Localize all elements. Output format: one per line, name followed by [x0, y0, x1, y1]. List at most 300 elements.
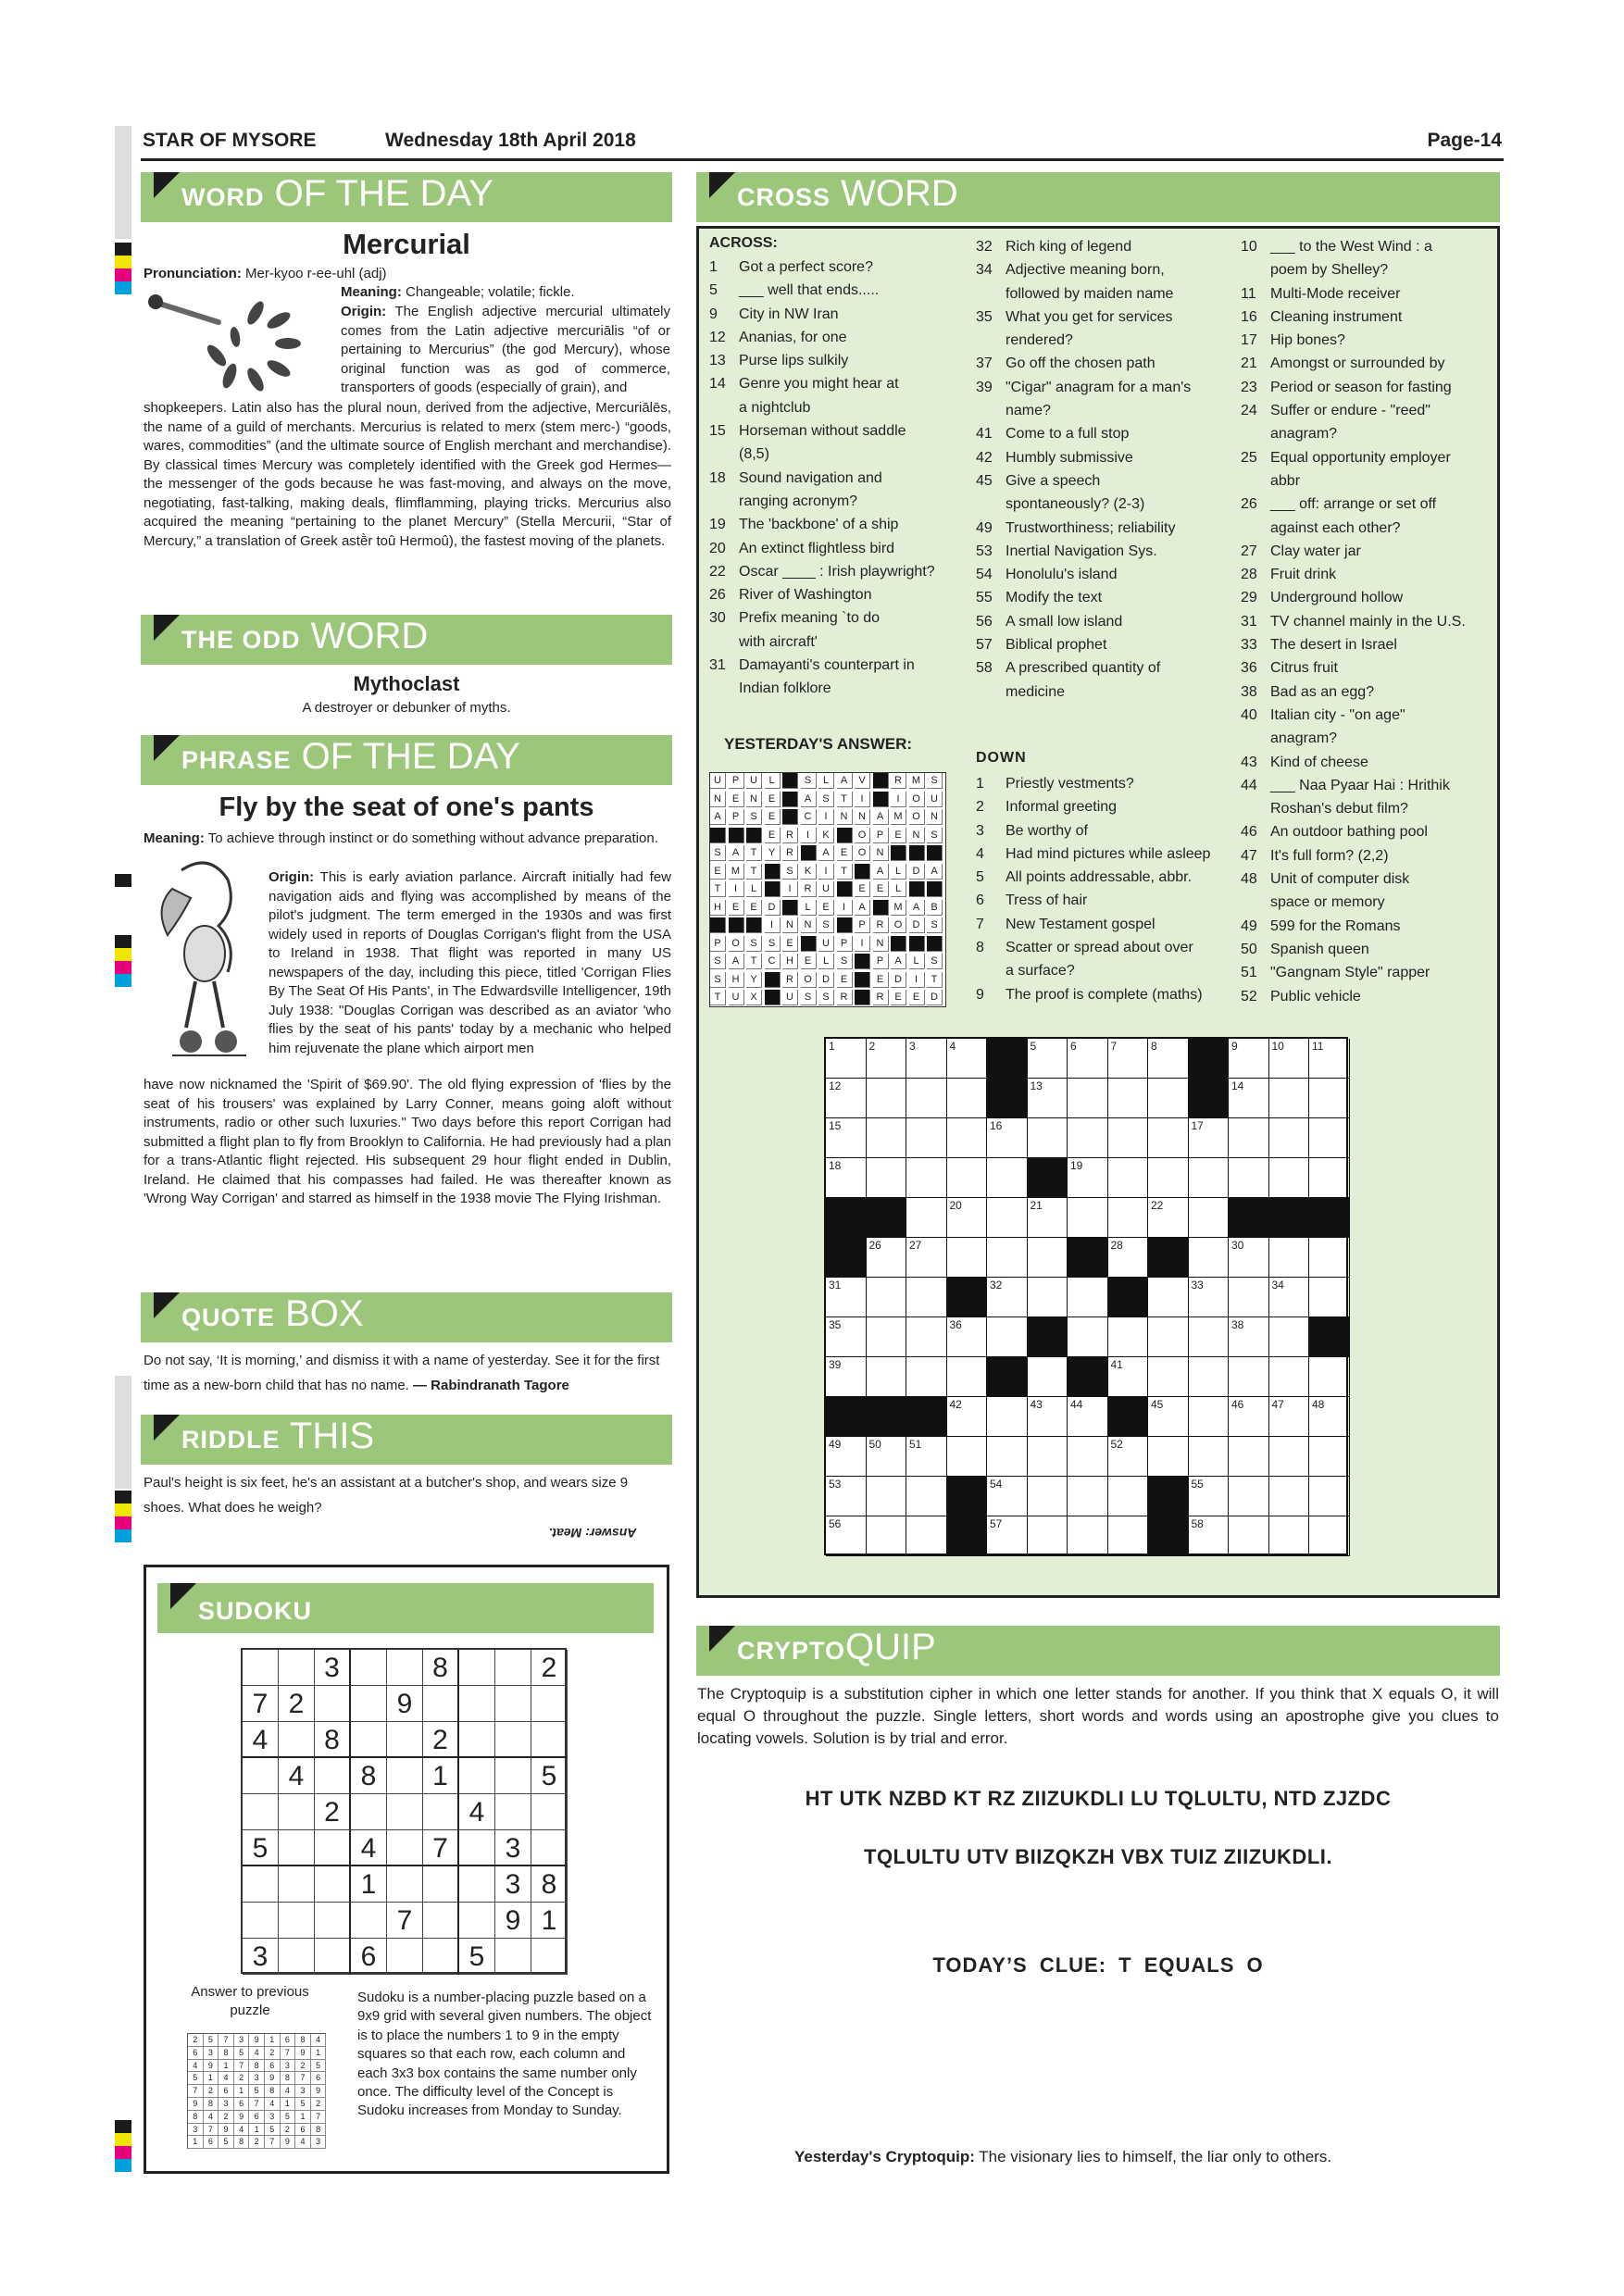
crossword-cell[interactable] [867, 1158, 907, 1198]
crossword-cell[interactable] [1189, 1357, 1230, 1397]
sudoku-cell[interactable]: 2 [279, 1686, 315, 1722]
crossword-cell[interactable] [826, 1278, 867, 1317]
crossword-cell[interactable] [1309, 1437, 1350, 1477]
sudoku-cell[interactable]: 7 [423, 1830, 459, 1866]
crossword-cell[interactable] [1028, 1118, 1068, 1158]
yesterday-cell: M [891, 809, 906, 825]
sudoku-cell[interactable] [459, 1903, 495, 1939]
crossword-cell[interactable] [1229, 1079, 1269, 1118]
crossword-cell[interactable] [1028, 1437, 1068, 1477]
crossword-cell[interactable] [906, 1357, 947, 1397]
sudoku-cell[interactable] [459, 1866, 495, 1903]
crossword-cell[interactable] [1108, 1238, 1149, 1278]
crossword-cell[interactable] [1269, 1118, 1310, 1158]
crossword-cell[interactable] [1269, 1079, 1310, 1118]
sudoku-cell[interactable]: 8 [531, 1866, 568, 1903]
crossword-cell[interactable] [1309, 1278, 1350, 1317]
crossword-cell [1028, 1158, 1068, 1198]
crossword-cell[interactable] [1189, 1238, 1230, 1278]
yesterday-cell: U [710, 773, 726, 789]
sudoku-cell[interactable] [459, 1650, 495, 1686]
yesterday-cell: E [765, 792, 781, 807]
crossword-cell[interactable] [1189, 1198, 1230, 1238]
sudoku-cell[interactable] [315, 1903, 351, 1939]
sudoku-cell[interactable]: 3 [495, 1866, 531, 1903]
yesterday-cell: P [855, 917, 870, 933]
sudoku-cell[interactable] [279, 1830, 315, 1866]
crossword-clue [709, 560, 959, 583]
sudoku-cell[interactable]: 1 [531, 1903, 568, 1939]
sudoku-cell[interactable] [351, 1650, 387, 1686]
cell-number: 42 [949, 1398, 962, 1411]
sudoku-cell[interactable]: 9 [495, 1903, 531, 1939]
crossword-cell[interactable] [1028, 1357, 1068, 1397]
crossword-cell[interactable] [1148, 1198, 1189, 1238]
sudoku-cell[interactable]: 7 [387, 1903, 423, 1939]
cell-number: 8 [1151, 1040, 1157, 1053]
crossword-cell[interactable] [1189, 1278, 1230, 1317]
crossword-cell[interactable] [987, 1198, 1028, 1238]
crossword-cell[interactable] [1068, 1158, 1108, 1198]
crossword-cell[interactable] [1068, 1397, 1108, 1437]
previous-sudoku-cell: 6 [204, 2136, 219, 2149]
sudoku-cell[interactable] [531, 1830, 568, 1866]
sudoku-cell[interactable] [279, 1866, 315, 1903]
previous-sudoku-cell: 2 [311, 2098, 327, 2111]
sudoku-cell[interactable] [459, 1758, 495, 1794]
crossword-cell[interactable] [867, 1238, 907, 1278]
crossword-cell[interactable] [1229, 1357, 1269, 1397]
sudoku-cell[interactable] [459, 1830, 495, 1866]
sudoku-cell[interactable] [495, 1794, 531, 1830]
crossword-cell[interactable] [867, 1039, 907, 1079]
previous-sudoku-cell: 4 [311, 2034, 327, 2047]
sudoku-cell[interactable]: 2 [531, 1650, 568, 1686]
sudoku-cell[interactable] [351, 1903, 387, 1939]
yesterday-cell: N [909, 828, 925, 843]
sudoku-cell[interactable] [531, 1722, 568, 1758]
sudoku-cell[interactable]: 5 [243, 1830, 279, 1866]
previous-sudoku-cell: 9 [249, 2034, 265, 2047]
clue-number: 29 [1241, 590, 1257, 606]
clue-text: a nightclub [739, 399, 811, 416]
crossword-clue [976, 235, 1226, 258]
crossword-cell[interactable] [1028, 1278, 1068, 1317]
crossword-cell[interactable] [1148, 1278, 1189, 1317]
sudoku-cell[interactable] [495, 1650, 531, 1686]
crossword-grid[interactable] [824, 1037, 1348, 1555]
sudoku-cell[interactable] [423, 1903, 459, 1939]
crossword-cell[interactable] [906, 1118, 947, 1158]
sudoku-cell[interactable] [243, 1758, 279, 1794]
sudoku-cell[interactable] [459, 1686, 495, 1722]
crossword-cell[interactable] [1148, 1118, 1189, 1158]
clue-text: Kind of cheese [1270, 754, 1368, 770]
sudoku-cell[interactable]: 4 [279, 1758, 315, 1794]
crossword-clue [1241, 820, 1491, 843]
crossword-cell[interactable] [1269, 1039, 1310, 1079]
crossword-cell[interactable] [1229, 1397, 1269, 1437]
sudoku-cell[interactable] [387, 1794, 423, 1830]
clue-number: 5 [976, 869, 984, 886]
sudoku-cell[interactable] [279, 1903, 315, 1939]
clue-number [976, 399, 1006, 422]
sudoku-cell[interactable]: 5 [531, 1758, 568, 1794]
yesterday-cell: N [710, 792, 726, 807]
down-clues-col2 [976, 772, 1235, 1006]
clue-number: 46 [1241, 824, 1257, 841]
clue-number: 38 [1241, 683, 1257, 700]
sudoku-cell[interactable] [495, 1722, 531, 1758]
sudoku-cell[interactable] [531, 1939, 568, 1975]
sudoku-cell[interactable]: 5 [459, 1939, 495, 1975]
crossword-cell[interactable] [1189, 1118, 1230, 1158]
sudoku-band [157, 1583, 654, 1633]
sudoku-cell[interactable] [315, 1939, 351, 1975]
yesterday-cell [729, 917, 744, 933]
crossword-cell[interactable] [1229, 1477, 1269, 1516]
sudoku-cell[interactable] [315, 1830, 351, 1866]
yesterday-cell: E [873, 881, 889, 897]
crossword-cell[interactable] [1229, 1238, 1269, 1278]
clue-number: 24 [1241, 403, 1257, 419]
crossword-cell[interactable] [867, 1477, 907, 1516]
crossword-cell[interactable] [987, 1158, 1028, 1198]
sudoku-cell[interactable] [423, 1939, 459, 1975]
sudoku-cell[interactable]: 3 [315, 1650, 351, 1686]
crossword-cell[interactable] [1309, 1158, 1350, 1198]
quote-body: Do not say, ‘It is morning,’ and dismiss it with a name of yesterday. See it for the first time as a new-born child that has no name. [144, 1353, 660, 1393]
crossword-cell[interactable] [906, 1477, 947, 1516]
crossword-cell[interactable] [1148, 1397, 1189, 1437]
crossword-cell[interactable] [1189, 1317, 1230, 1357]
crossword-cell[interactable] [1269, 1158, 1310, 1198]
crossword-cell[interactable] [1068, 1317, 1108, 1357]
crossword-cell[interactable] [947, 1158, 988, 1198]
crossword-cell[interactable] [867, 1437, 907, 1477]
crossword-cell[interactable] [1229, 1158, 1269, 1198]
crossword-clue [1241, 329, 1491, 352]
crossword-cell[interactable] [1028, 1079, 1068, 1118]
sudoku-cell[interactable]: 9 [387, 1686, 423, 1722]
crossword-cell [906, 1397, 947, 1437]
crossword-cell[interactable] [826, 1039, 867, 1079]
crossword-cell[interactable] [987, 1516, 1028, 1556]
crossword-cell[interactable] [1148, 1079, 1189, 1118]
sudoku-cell[interactable] [387, 1830, 423, 1866]
crossword-cell[interactable] [947, 1079, 988, 1118]
yesterday-cell: E [765, 828, 781, 843]
previous-sudoku-cell: 6 [234, 2098, 250, 2111]
sudoku-cell[interactable] [495, 1939, 531, 1975]
sudoku-cell[interactable]: 8 [315, 1722, 351, 1758]
crossword-cell[interactable] [1309, 1238, 1350, 1278]
crossword-cell[interactable] [1068, 1437, 1108, 1477]
crossword-cell[interactable] [906, 1198, 947, 1238]
crossword-cell[interactable] [987, 1317, 1028, 1357]
sudoku-cell[interactable] [351, 1722, 387, 1758]
crossword-cell[interactable] [1108, 1357, 1149, 1397]
cell-number: 39 [829, 1358, 842, 1371]
sudoku-cell[interactable] [279, 1794, 315, 1830]
crossword-cell[interactable] [1229, 1437, 1269, 1477]
sudoku-cell[interactable] [387, 1650, 423, 1686]
crossword-cell[interactable] [1269, 1278, 1310, 1317]
crossword-cell[interactable] [1068, 1198, 1108, 1238]
crossword-cell[interactable] [906, 1079, 947, 1118]
crossword-cell[interactable] [1108, 1118, 1149, 1158]
crossword-cell[interactable] [947, 1198, 988, 1238]
crossword-cell[interactable] [1148, 1357, 1189, 1397]
crossword-cell[interactable] [987, 1397, 1028, 1437]
previous-answer-label: Answer to previous puzzle [191, 1984, 309, 2018]
crossword-cell[interactable] [1229, 1039, 1269, 1079]
crossword-cell[interactable] [1309, 1118, 1350, 1158]
sudoku-cell[interactable] [531, 1686, 568, 1722]
crossword-cell[interactable] [947, 1238, 988, 1278]
crossword-cell[interactable] [987, 1437, 1028, 1477]
crossword-cell[interactable] [1108, 1079, 1149, 1118]
crossword-cell[interactable] [1229, 1278, 1269, 1317]
crossword-clue [1241, 774, 1491, 797]
clue-text: anagram? [1270, 730, 1338, 747]
crossword-cell[interactable] [826, 1079, 867, 1118]
previous-sudoku-cell: 1 [311, 2047, 327, 2060]
cell-number: 47 [1271, 1398, 1284, 1411]
crossword-cell[interactable] [1189, 1437, 1230, 1477]
crossword-cell[interactable] [1108, 1317, 1149, 1357]
crossword-cell[interactable] [867, 1516, 907, 1556]
crossword-cell[interactable] [1108, 1198, 1149, 1238]
crossword-cell[interactable] [906, 1158, 947, 1198]
sudoku-cell[interactable] [279, 1722, 315, 1758]
clue-text: Trustworthiness; reliability [1006, 519, 1176, 536]
crossword-cell[interactable] [1148, 1437, 1189, 1477]
sudoku-cell[interactable]: 2 [423, 1722, 459, 1758]
crossword-clue [1241, 727, 1491, 750]
sudoku-cell[interactable] [243, 1794, 279, 1830]
crossword-cell[interactable] [1309, 1397, 1350, 1437]
sudoku-grid[interactable] [241, 1648, 567, 1974]
crossword-cell[interactable] [987, 1118, 1028, 1158]
crossword-cell[interactable] [826, 1317, 867, 1357]
crossword-cell[interactable] [1189, 1516, 1230, 1556]
crossword-cell[interactable] [1028, 1039, 1068, 1079]
clue-number: 10 [1241, 239, 1257, 255]
sudoku-cell[interactable]: 3 [495, 1830, 531, 1866]
previous-sudoku-cell: 3 [265, 2111, 281, 2124]
crossword-cell[interactable] [947, 1118, 988, 1158]
issue-date: Wednesday 18th April 2018 [385, 130, 636, 151]
sudoku-cell[interactable] [459, 1722, 495, 1758]
crossword-cell[interactable] [947, 1317, 988, 1357]
cell-number: 21 [1030, 1199, 1043, 1212]
color-strip [115, 2146, 131, 2159]
sudoku-cell[interactable]: 8 [423, 1650, 459, 1686]
crossword-cell[interactable] [1108, 1477, 1149, 1516]
crossword-cell[interactable] [1269, 1477, 1310, 1516]
crossword-cell[interactable] [906, 1278, 947, 1317]
crossword-cell[interactable] [906, 1516, 947, 1556]
crossword-cell[interactable] [1269, 1357, 1310, 1397]
band-title-suffix: BOX [275, 1293, 364, 1334]
sudoku-cell[interactable] [243, 1903, 279, 1939]
crossword-cell[interactable] [987, 1278, 1028, 1317]
sudoku-cell[interactable]: 1 [423, 1758, 459, 1794]
crossword-cell[interactable] [1309, 1477, 1350, 1516]
previous-sudoku-cell: 7 [295, 2072, 311, 2085]
crossword-cell[interactable] [1108, 1516, 1149, 1556]
crossword-cell[interactable] [1068, 1516, 1108, 1556]
crossword-cell[interactable] [1269, 1238, 1310, 1278]
crossword-cell[interactable] [1148, 1039, 1189, 1079]
sudoku-cell[interactable] [531, 1794, 568, 1830]
sudoku-cell[interactable] [279, 1939, 315, 1975]
crossword-cell[interactable] [826, 1437, 867, 1477]
crossword-cell[interactable] [1148, 1317, 1189, 1357]
sudoku-cell[interactable] [387, 1866, 423, 1903]
yesterday-cell [927, 881, 943, 897]
crossword-cell[interactable] [1309, 1039, 1350, 1079]
sudoku-cell[interactable]: 4 [243, 1722, 279, 1758]
yesterday-cell: L [891, 881, 906, 897]
crossword-cell[interactable] [906, 1039, 947, 1079]
crossword-cell[interactable] [987, 1477, 1028, 1516]
crossword-cell[interactable] [826, 1118, 867, 1158]
sudoku-cell[interactable] [387, 1758, 423, 1794]
crossword-cell[interactable] [1028, 1397, 1068, 1437]
crossword-cell[interactable] [1229, 1118, 1269, 1158]
sudoku-cell[interactable] [315, 1758, 351, 1794]
band-title: RIDDLE [181, 1426, 281, 1454]
sudoku-cell[interactable]: 2 [315, 1794, 351, 1830]
cell-number: 50 [868, 1438, 881, 1451]
previous-sudoku-cell: 8 [188, 2111, 204, 2124]
sudoku-cell[interactable] [387, 1939, 423, 1975]
crossword-cell[interactable] [1229, 1317, 1269, 1357]
crossword-cell[interactable] [1028, 1516, 1068, 1556]
crossword-cell[interactable] [947, 1357, 988, 1397]
crossword-cell[interactable] [1028, 1238, 1068, 1278]
sudoku-cell[interactable]: 8 [351, 1758, 387, 1794]
cryptoquip-band [696, 1626, 1500, 1676]
crossword-cell[interactable] [906, 1238, 947, 1278]
clue-text: Genre you might hear at [739, 376, 899, 393]
color-strip [115, 2159, 131, 2172]
crossword-cell[interactable] [947, 1039, 988, 1079]
crossword-cell[interactable] [1189, 1477, 1230, 1516]
odd-word-band [141, 615, 672, 665]
crossword-cell[interactable] [1068, 1477, 1108, 1516]
sudoku-cell[interactable]: 6 [351, 1939, 387, 1975]
crossword-cell[interactable] [1028, 1477, 1068, 1516]
sudoku-cell[interactable] [423, 1866, 459, 1903]
sudoku-cell[interactable] [351, 1686, 387, 1722]
sudoku-cell[interactable] [495, 1758, 531, 1794]
crossword-cell[interactable] [987, 1238, 1028, 1278]
crossword-cell[interactable] [867, 1079, 907, 1118]
crossword-cell[interactable] [1269, 1516, 1310, 1556]
crossword-cell[interactable] [947, 1397, 988, 1437]
sudoku-cell[interactable] [279, 1650, 315, 1686]
clue-number: 49 [976, 519, 993, 536]
crossword-cell[interactable] [1309, 1357, 1350, 1397]
crossword-cell[interactable] [1269, 1317, 1310, 1357]
sudoku-cell[interactable]: 1 [351, 1866, 387, 1903]
crossword-cell[interactable] [1269, 1437, 1310, 1477]
crossword-cell[interactable] [867, 1357, 907, 1397]
crossword-cell[interactable] [1189, 1397, 1230, 1437]
clue-number: 8 [976, 940, 984, 956]
sudoku-cell[interactable]: 7 [243, 1686, 279, 1722]
crossword-cell[interactable] [826, 1477, 867, 1516]
band-title: WORD [181, 183, 265, 211]
yesterday-cell [782, 773, 798, 789]
crossword-cell[interactable] [826, 1516, 867, 1556]
crossword-cell[interactable] [1108, 1158, 1149, 1198]
crossword-cell[interactable] [1068, 1039, 1108, 1079]
pronunciation-label: Pronunciation: [144, 266, 242, 281]
crossword-cell[interactable] [867, 1118, 907, 1158]
clue-number: 15 [709, 423, 726, 440]
crossword-cell[interactable] [906, 1317, 947, 1357]
band-title-suffix: OF THE DAY [264, 173, 493, 214]
crossword-cell[interactable] [1108, 1437, 1149, 1477]
sudoku-cell[interactable] [351, 1794, 387, 1830]
crossword-cell[interactable] [1068, 1118, 1108, 1158]
crossword-cell[interactable] [1269, 1397, 1310, 1437]
clue-number: 27 [1241, 543, 1257, 559]
sudoku-cell[interactable] [387, 1722, 423, 1758]
clue-number [709, 443, 739, 466]
sudoku-cell[interactable] [315, 1866, 351, 1903]
crossword-cell[interactable] [867, 1317, 907, 1357]
crossword-clue [1241, 610, 1491, 633]
crossword-cell[interactable] [1108, 1039, 1149, 1079]
cell-number: 12 [829, 1079, 842, 1092]
sudoku-cell[interactable]: 3 [243, 1939, 279, 1975]
origin-value: The English adjective mercurial ultimately comes from the Latin adjective mercuriālis “of or pertaining to Mercurius” (the god Mercury), whose original function was as god of commerce, transporters of goods (especially of grain), and [341, 304, 670, 395]
sudoku-cell[interactable]: 4 [351, 1830, 387, 1866]
crossword-cell[interactable] [1148, 1158, 1189, 1198]
crossword-cell[interactable] [906, 1437, 947, 1477]
crossword-cell[interactable] [947, 1437, 988, 1477]
sudoku-cell[interactable] [315, 1686, 351, 1722]
sudoku-cell[interactable] [423, 1794, 459, 1830]
sudoku-cell[interactable] [423, 1686, 459, 1722]
crossword-cell[interactable] [826, 1357, 867, 1397]
sudoku-cell[interactable] [495, 1686, 531, 1722]
crossword-cell [1148, 1516, 1189, 1556]
crossword-cell[interactable] [1189, 1158, 1230, 1198]
crossword-cell[interactable] [826, 1158, 867, 1198]
yesterday-cell: U [818, 936, 834, 952]
crossword-clue [709, 419, 959, 443]
yesterday-cell: U [746, 773, 762, 789]
sudoku-cell[interactable]: 4 [459, 1794, 495, 1830]
crossword-cell[interactable] [1309, 1079, 1350, 1118]
crossword-cell[interactable] [1068, 1278, 1108, 1317]
crossword-clue [976, 772, 1235, 795]
crossword-cell[interactable] [1309, 1516, 1350, 1556]
crossword-cell[interactable] [867, 1278, 907, 1317]
sudoku-cell[interactable] [243, 1650, 279, 1686]
crossword-cell[interactable] [1229, 1516, 1269, 1556]
crossword-cell[interactable] [1028, 1198, 1068, 1238]
previous-sudoku-cell: 4 [204, 2111, 219, 2124]
crossword-cell[interactable] [1068, 1079, 1108, 1118]
sudoku-cell[interactable] [243, 1866, 279, 1903]
